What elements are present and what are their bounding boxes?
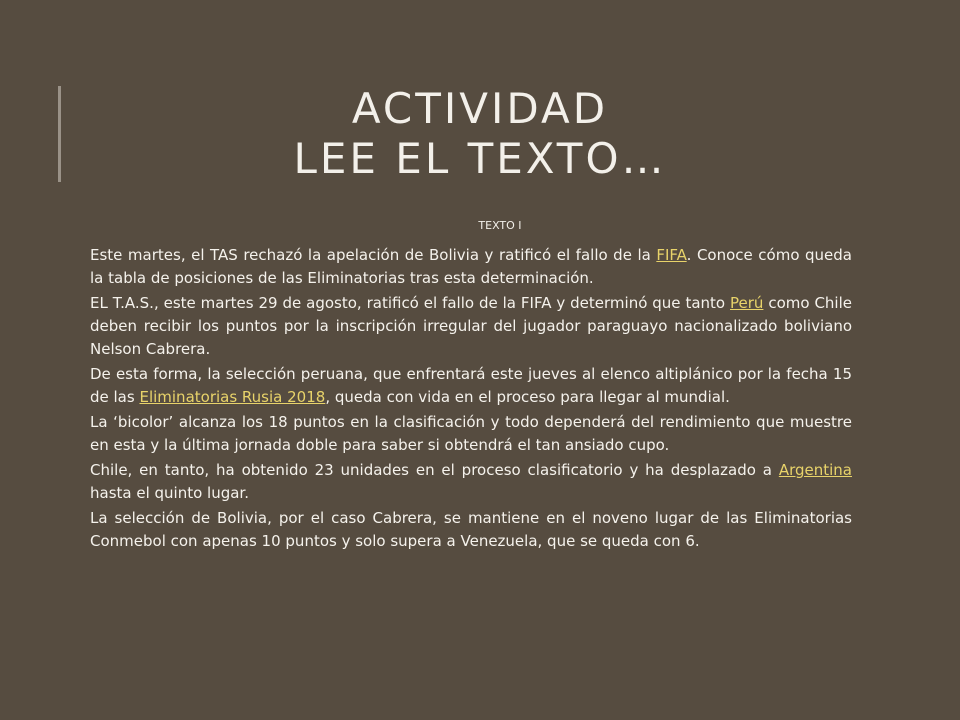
link-argentina[interactable]: Argentina [778,461,852,479]
paragraph-text: . Conoce cómo queda la tabla de posiciones de las Eliminatorias tras esta determinación. [90,246,852,287]
paragraph [90,363,852,409]
paragraph-text: EL T.A.S., este martes 29 de agosto, ratificó el fallo de la FIFA y determinó que tanto [90,294,730,312]
paragraph-text: hasta el quinto lugar. [90,484,249,502]
paragraph-text: La ‘bicolor’ alcanza los 18 puntos en la clasificación y todo dependerá del rendimiento que muestre en esta y la última jornada doble para saber si obtendrá el tan ansiado cupo. [90,413,852,454]
title-line-2: LEE EL TEXTO… [293,134,667,183]
paragraph-text: Chile, en tanto, ha obtenido 23 unidades en el proceso clasificatorio y ha desplazado a [90,461,779,479]
link-peru[interactable]: Perú [730,294,764,312]
paragraph [90,244,852,290]
paragraph [90,459,852,505]
link-eliminatorias[interactable]: Eliminatorias Rusia 2018 [139,388,326,406]
paragraph-text: como Chile deben recibir los puntos por la inscripción irregular del jugador paraguayo nacionalizado boliviano Nelson Cabrera. [90,294,852,358]
slide-title [120,84,840,184]
text-subheading: TEXTO I [478,219,522,232]
paragraph-text: La selección de Bolivia, por el caso Cabrera, se mantiene en el noveno lugar de las Eliminatorias Conmebol con apenas 10 puntos y solo supera a Venezuela, que se queda con 6. [90,509,852,550]
paragraph-text: Este martes, el TAS rechazó la apelación de Bolivia y ratificó el fallo de la [90,246,657,264]
paragraph [90,292,852,361]
paragraph [90,507,852,553]
paragraph-text: De esta forma, la selección peruana, que enfrentará este jueves al elenco altiplánico por la fecha 15 de las [90,365,852,406]
title-accent-bar [58,86,61,182]
title-line-1: ACTIVIDAD [351,84,609,133]
article-body [90,244,852,555]
link-fifa[interactable]: FIFA [656,246,687,264]
paragraph [90,411,852,457]
paragraph-text: , queda con vida en el proceso para llegar al mundial. [325,388,730,406]
